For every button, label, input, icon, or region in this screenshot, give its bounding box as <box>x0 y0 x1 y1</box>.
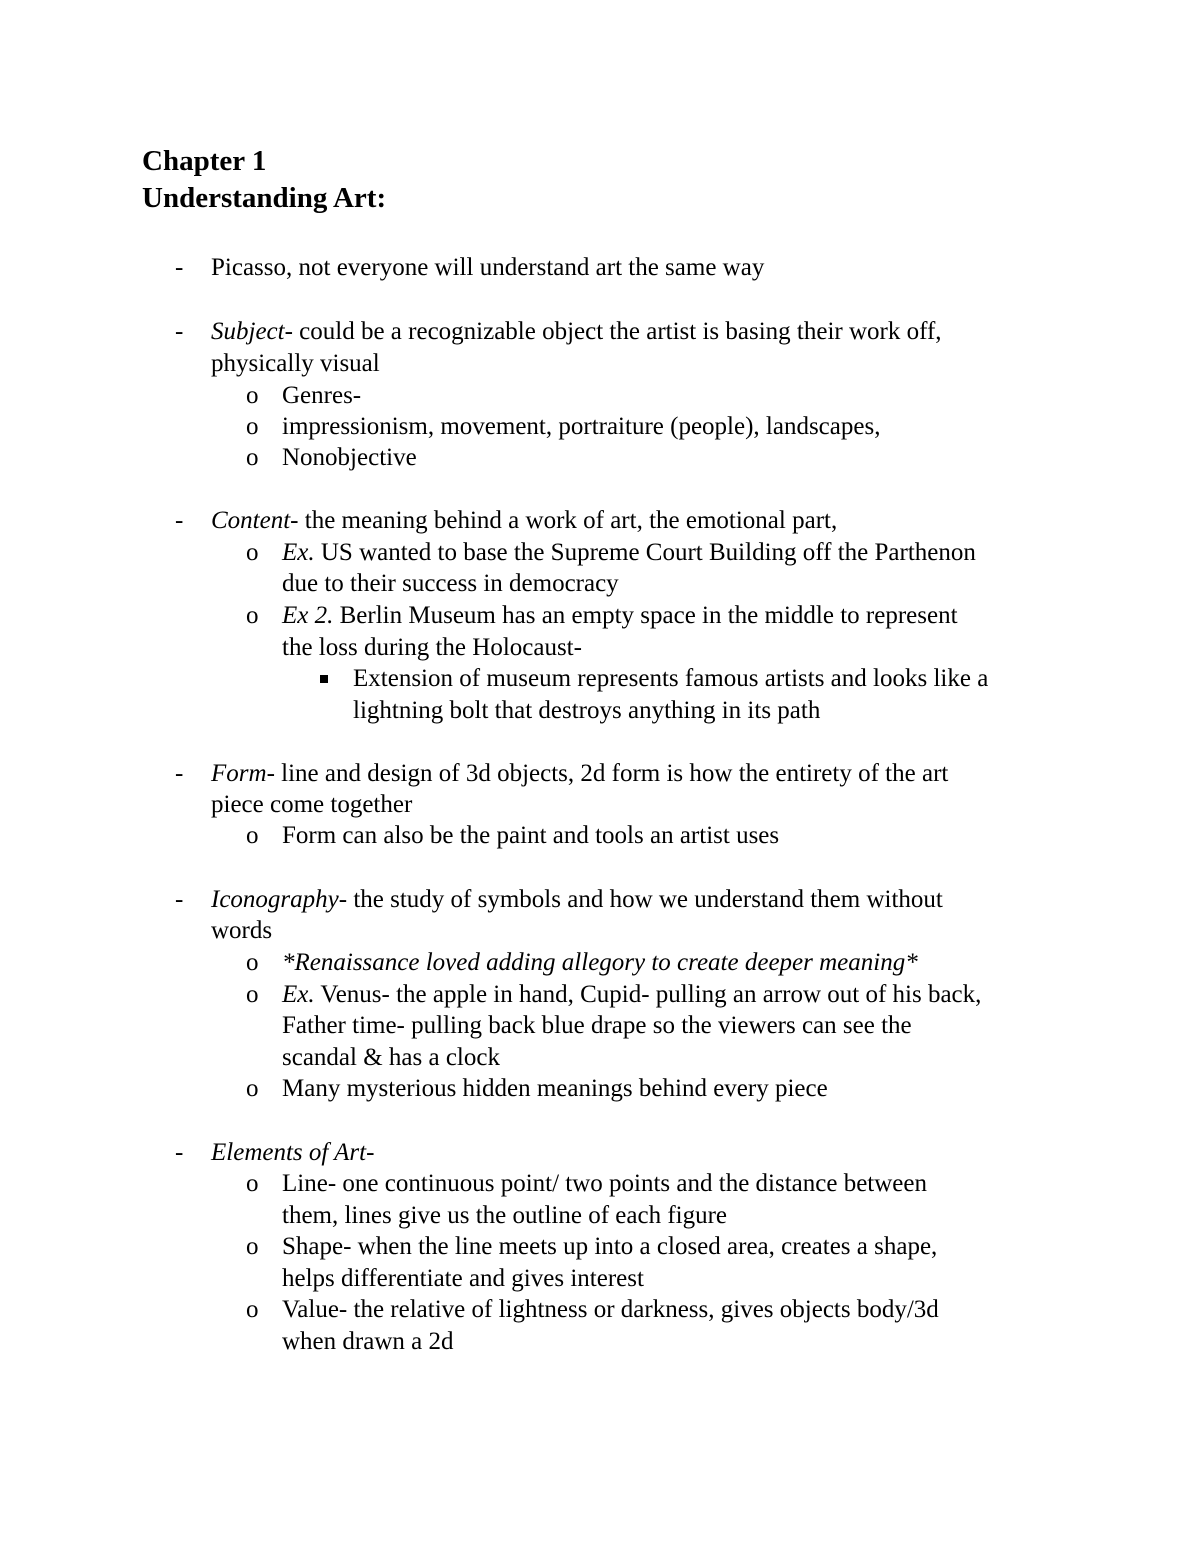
sub-item-text: Shape- when the line meets up into a closed area, creates a shape, <box>282 1233 938 1260</box>
sub-sub-item-text-cont: lightning bolt that destroys anything in its path <box>353 697 821 724</box>
item-text: - line and design of 3d objects, 2d form is how the entirety of the art <box>266 760 949 787</box>
section-title: Understanding Art: <box>142 182 387 214</box>
term-content: Content <box>211 507 291 534</box>
dash-bullet: - <box>175 760 184 787</box>
dash-bullet: - <box>175 318 184 345</box>
circle-bullet: o <box>246 1233 259 1260</box>
circle-bullet: o <box>246 602 259 629</box>
dash-bullet: - <box>175 507 184 534</box>
sub-item-text: *Renaissance loved adding allegory to create deeper meaning* <box>282 949 918 976</box>
circle-bullet: o <box>246 822 259 849</box>
circle-bullet: o <box>246 539 259 566</box>
item-text-cont: piece come together <box>211 791 413 818</box>
dash-bullet: - <box>175 886 184 913</box>
circle-bullet: o <box>246 444 259 471</box>
sub-item-text: Genres- <box>282 382 362 409</box>
sub-item-text-cont: due to their success in democracy <box>282 570 619 597</box>
sub-item-text: Berlin Museum has an empty space in the middle to represent <box>333 602 958 629</box>
example-lead: Ex. <box>282 539 315 566</box>
term-iconography: Iconography <box>211 886 339 913</box>
square-bullet-icon <box>320 675 328 683</box>
sub-item-text: Value- the relative of lightness or darkness, gives objects body/3d <box>282 1296 939 1323</box>
sub-sub-item-text: Extension of museum represents famous artists and looks like a <box>353 665 989 692</box>
circle-bullet: o <box>246 1296 259 1323</box>
example-lead: Ex. <box>282 981 315 1008</box>
circle-bullet: o <box>246 981 259 1008</box>
sub-item-text-cont: when drawn a 2d <box>282 1328 454 1355</box>
sub-item-text-cont: helps differentiate and gives interest <box>282 1265 644 1292</box>
circle-bullet: o <box>246 413 259 440</box>
sub-item-text: Many mysterious hidden meanings behind every piece <box>282 1075 828 1102</box>
chapter-title: Chapter 1 <box>142 145 267 177</box>
sub-item-text-cont: the loss during the Holocaust- <box>282 634 582 661</box>
sub-item-text: Nonobjective <box>282 444 417 471</box>
item-text: - could be a recognizable object the artist is basing their work off, <box>284 318 942 345</box>
sub-item-text: impressionism, movement, portraiture (people), landscapes, <box>282 413 881 440</box>
term-subject: Subject <box>211 318 285 345</box>
circle-bullet: o <box>246 1170 259 1197</box>
dash-bullet: - <box>175 1139 184 1166</box>
item-text: Picasso, not everyone will understand art the same way <box>211 254 765 281</box>
term-form: Form <box>211 760 267 787</box>
example-lead: Ex 2. <box>282 602 334 629</box>
sub-item-text: Venus- the apple in hand, Cupid- pulling an arrow out of his back, <box>314 981 982 1008</box>
term-elements-of-art: Elements of Art- <box>211 1139 375 1166</box>
sub-item-text: Form can also be the paint and tools an artist uses <box>282 822 780 849</box>
item-text: - the meaning behind a work of art, the emotional part, <box>290 507 838 534</box>
sub-item-text-cont: scandal & has a clock <box>282 1044 500 1071</box>
dash-bullet: - <box>175 254 184 281</box>
item-text: - the study of symbols and how we understand them without <box>338 886 943 913</box>
sub-item-text: US wanted to base the Supreme Court Building off the Parthenon <box>314 539 976 566</box>
circle-bullet: o <box>246 1075 259 1102</box>
sub-item-text-cont: Father time- pulling back blue drape so the viewers can see the <box>282 1012 912 1039</box>
circle-bullet: o <box>246 949 259 976</box>
sub-item-text: Line- one continuous point/ two points and the distance between <box>282 1170 927 1197</box>
sub-item-text-cont: them, lines give us the outline of each figure <box>282 1202 728 1229</box>
circle-bullet: o <box>246 382 259 409</box>
item-text-cont: physically visual <box>211 350 380 377</box>
item-text-cont: words <box>211 917 273 944</box>
